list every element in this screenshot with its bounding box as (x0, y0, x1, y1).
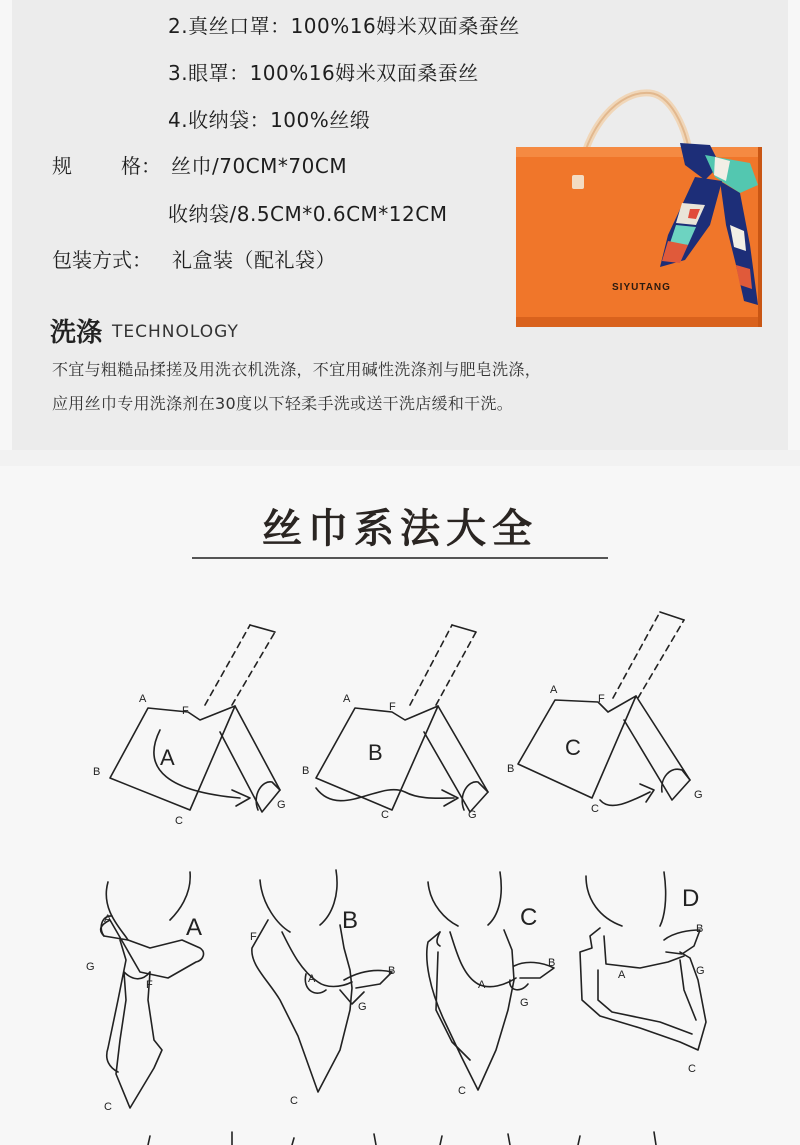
tie-style-d (580, 872, 706, 1075)
title-underline (192, 557, 608, 559)
point-c: C (591, 803, 599, 815)
point-a: A (308, 973, 316, 985)
point-b: B (507, 763, 515, 775)
packaging-label: 包装方式： (52, 248, 152, 272)
point-g: G (520, 997, 529, 1009)
point-f: F (182, 705, 189, 717)
washing-subtitle: TECHNOLOGY (112, 322, 239, 342)
fold-label-c: C (565, 735, 581, 760)
spec-eyemask-material: 3.眼罩：100%16姆米双面桑蚕丝 (168, 61, 479, 85)
fold-step-a (93, 625, 286, 827)
point-a: A (550, 684, 558, 696)
point-a: A (139, 693, 147, 705)
fold-label-a: A (160, 745, 175, 770)
washing-title: 洗涤 (50, 318, 103, 348)
fold-step-b (302, 625, 488, 821)
packaging-value: 礼盒装（配礼袋） (172, 248, 336, 272)
point-b: B (93, 766, 101, 778)
brand-logo-text: SIYUTANG (612, 282, 671, 293)
section-title: 丝巾系法大全 (262, 506, 538, 552)
tie-label-c: C (520, 904, 538, 931)
point-c: C (175, 815, 183, 827)
size-label-char1: 规 (52, 154, 72, 178)
point-g: G (358, 1001, 367, 1013)
point-a: A (343, 693, 351, 705)
fold-step-c (507, 612, 703, 815)
point-f: F (598, 693, 605, 705)
point-a: A (618, 969, 626, 981)
spec-mask-material: 2.真丝口罩：100%16姆米双面桑蚕丝 (168, 14, 520, 38)
tie-style-c (427, 872, 556, 1097)
point-b: B (388, 965, 396, 977)
point-g: G (86, 961, 95, 973)
fold-label-b: B (368, 740, 383, 765)
section-divider (0, 450, 800, 466)
point-a: A (104, 913, 112, 925)
size-bag-value: 收纳袋/8.5CM*0.6CM*12CM (168, 202, 448, 226)
point-f: F (389, 701, 396, 713)
gift-box-image (500, 85, 780, 335)
size-scarf-value: 丝巾/70CM*70CM (171, 154, 348, 178)
point-c: C (104, 1101, 112, 1113)
point-c: C (688, 1063, 696, 1075)
point-g: G (468, 809, 477, 821)
tie-style-b (250, 870, 395, 1107)
washing-instruction-1: 不宜与粗糙品揉搓及用洗衣机洗涤，不宜用碱性洗涤剂与肥皂洗涤， (52, 360, 542, 379)
point-c: C (458, 1085, 466, 1097)
size-label-char2: 格： (121, 154, 161, 178)
washing-instruction-2: 应用丝巾专用洗涤剂在30度以下轻柔手洗或送干洗店缓和干洗。 (52, 394, 514, 413)
scarf-tying-diagram (0, 580, 800, 1145)
point-g: G (694, 789, 703, 801)
tie-style-a (86, 872, 203, 1113)
point-g: G (277, 799, 286, 811)
tie-label-b: B (342, 907, 359, 934)
point-c: C (290, 1095, 298, 1107)
tie-label-d: D (682, 885, 700, 912)
point-b: B (696, 923, 704, 935)
next-row-partial (148, 1132, 656, 1145)
spec-bag-material: 4.收纳袋：100%丝缎 (168, 108, 371, 132)
point-f: F (250, 931, 257, 943)
point-b: B (548, 957, 556, 969)
point-f: F (146, 979, 153, 991)
point-g: G (696, 965, 705, 977)
point-b: B (302, 765, 310, 777)
tie-label-a: A (186, 914, 203, 941)
point-c: C (381, 809, 389, 821)
point-a: A (478, 979, 486, 991)
